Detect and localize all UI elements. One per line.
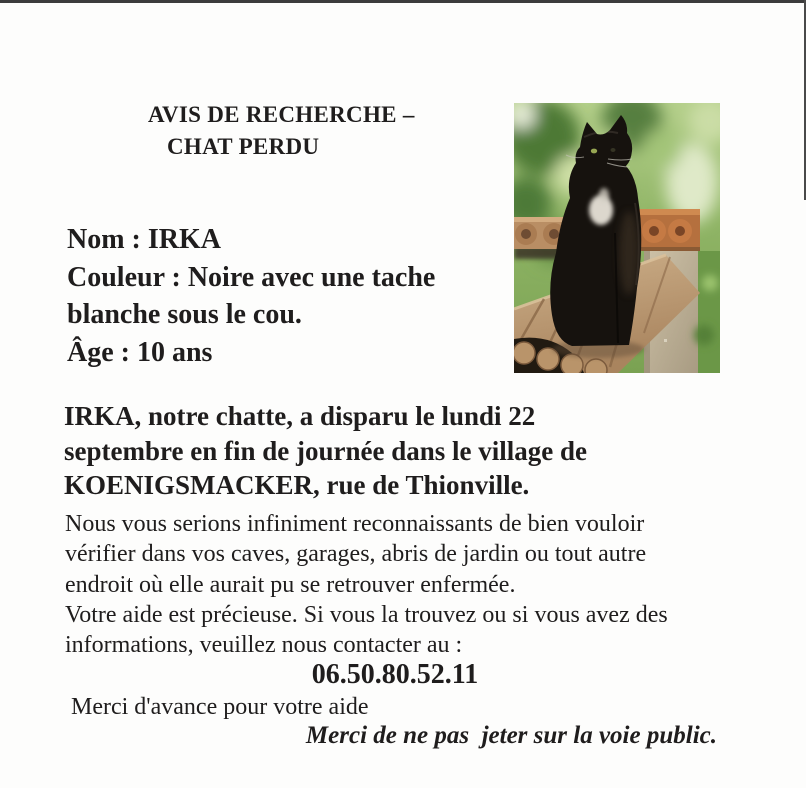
thanks-message: Merci d'avance pour votre aide (71, 694, 369, 720)
disappearance-notice (64, 399, 587, 503)
cat-name-line: Nom : IRKA (67, 224, 221, 255)
cat-age-line: Âge : 10 ans (67, 336, 213, 368)
request-line4: Votre aide est précieuse. Si vous la trouvez ou si vous avez des (65, 601, 668, 628)
request-line3: endroit où elle aurait pu se retrouver enfermée. (65, 571, 516, 598)
disappearance-line3: KOENIGSMACKER, rue de Thionville. (64, 470, 530, 500)
cat-color-line1: Couleur : Noire avec une tache (67, 261, 436, 293)
cat-identity-block (67, 221, 435, 371)
contact-phone-number: 06.50.80.52.11 (311, 659, 479, 690)
disappearance-line1: IRKA, notre chatte, a disparu le lundi 22 (64, 401, 536, 431)
request-line5: informations, veuillez nous contacter au : (65, 632, 463, 659)
request-line2: vérifier dans vos caves, garages, abris de jardin ou tout autre (65, 541, 647, 568)
cat-color-line2: blanche sous le cou. (67, 299, 302, 330)
request-paragraph (65, 509, 668, 660)
cat-photo-illustration (514, 103, 720, 373)
disappearance-line2: septembre en fin de journée dans le village de (64, 435, 587, 466)
pillar-cap-tiles (638, 209, 700, 251)
top-border-line (0, 0, 806, 3)
poster-title-line1: AVIS DE RECHERCHE – (148, 102, 415, 127)
footer-note: Merci de ne pas jeter sur la voie public. (305, 722, 717, 749)
poster-title (148, 99, 415, 163)
request-line1: Nous vous serions infiniment reconnaissants de bien vouloir (65, 511, 645, 537)
poster-title-line2: CHAT PERDU (167, 134, 320, 159)
cat-photo (514, 103, 720, 373)
